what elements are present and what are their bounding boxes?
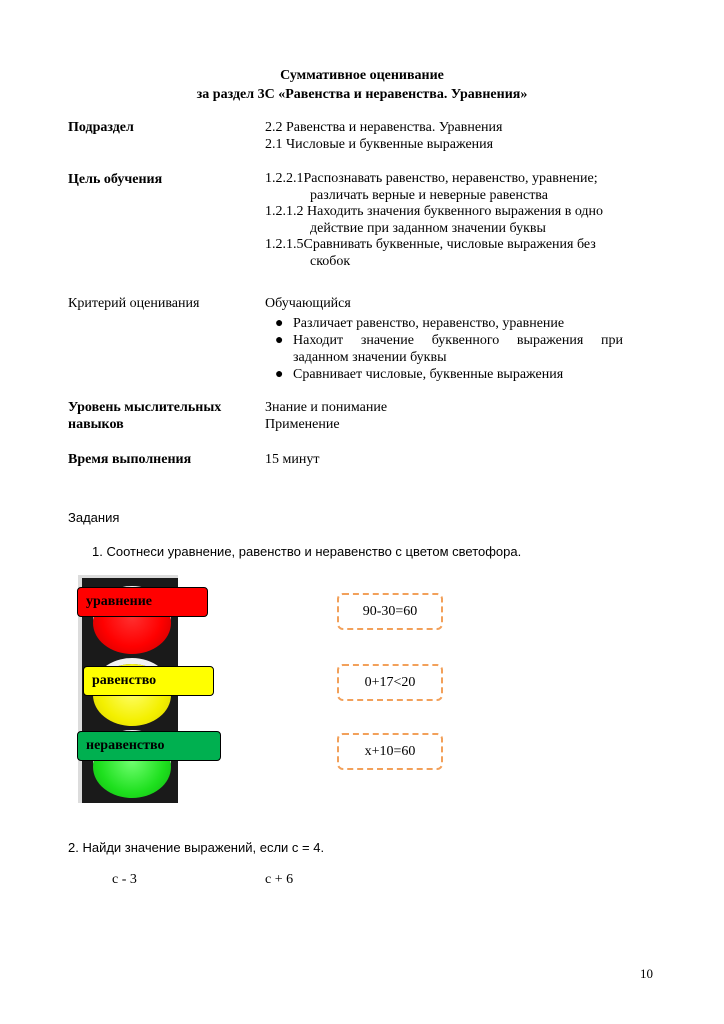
expression-box[interactable]: x+10=60	[337, 733, 443, 770]
criteria-intro: Обучающийся	[265, 296, 351, 311]
criteria-list	[275, 315, 623, 383]
level-label-1: Уровень мыслительных	[68, 400, 222, 415]
level-value-1: Знание и понимание	[265, 400, 388, 415]
level-label-2: навыков	[68, 417, 124, 432]
level-value-2: Применение	[265, 417, 340, 432]
bullet-icon: ●	[275, 333, 284, 348]
criteria-item: ● Различает равенство, неравенство, уравнение	[275, 316, 565, 331]
goal-line-cont: различать верные и неверные равенства	[310, 187, 548, 203]
goal-line: 1.2.2.1Распознавать равенство, неравенство, уравнение;	[265, 171, 598, 186]
time-value: 15 минут	[265, 452, 320, 467]
page-number: 10	[640, 966, 653, 981]
tag-inequality[interactable]: неравенство	[77, 731, 221, 761]
bullet-icon: ●	[275, 316, 284, 331]
goal-label: Цель обучения	[68, 172, 163, 187]
task-1-text: 1. Соотнеси уравнение, равенство и неравенство с цветом светофора.	[92, 544, 522, 559]
subsection-value-2: 2.1 Числовые и буквенные выражения	[265, 137, 494, 152]
subsection-value-1: 2.2 Равенства и неравенства. Уравнения	[265, 120, 503, 135]
expression-c-plus-6: с + 6	[265, 872, 294, 887]
tasks-heading: Задания	[68, 510, 120, 525]
subsection-label: Подраздел	[68, 120, 134, 135]
goal-line: 1.2.1.2 Находить значения буквенного выражения в одно	[265, 204, 604, 219]
goal-line-cont: скобок	[310, 253, 351, 269]
time-label: Время выполнения	[68, 452, 192, 467]
goal-list	[265, 171, 623, 270]
criteria-label: Критерий оценивания	[68, 296, 200, 311]
criteria-item: ● Сравнивает числовые, буквенные выражения	[275, 367, 564, 382]
bullet-icon: ●	[275, 367, 284, 382]
expression-c-minus-3: с - 3	[112, 872, 137, 887]
expression-box[interactable]: 0+17<20	[337, 664, 443, 701]
tag-equality[interactable]: равенство	[83, 666, 214, 696]
goal-line-cont: действие при заданном значении буквы	[310, 220, 546, 236]
criteria-item: ● Находит значение буквенного выражения при заданном значении буквы	[275, 333, 623, 365]
title-line-1: Суммативное оценивание	[280, 68, 444, 83]
task-2-text: 2. Найди значение выражений, если с = 4.	[68, 840, 325, 855]
title-line-2: за раздел 3С «Равенства и неравенства. Уравнения»	[196, 87, 528, 102]
expression-box[interactable]: 90-30=60	[337, 593, 443, 630]
goal-line: 1.2.1.5Сравнивать буквенные, числовые выражения без	[265, 237, 596, 252]
tag-equation[interactable]: уравнение	[77, 587, 208, 617]
